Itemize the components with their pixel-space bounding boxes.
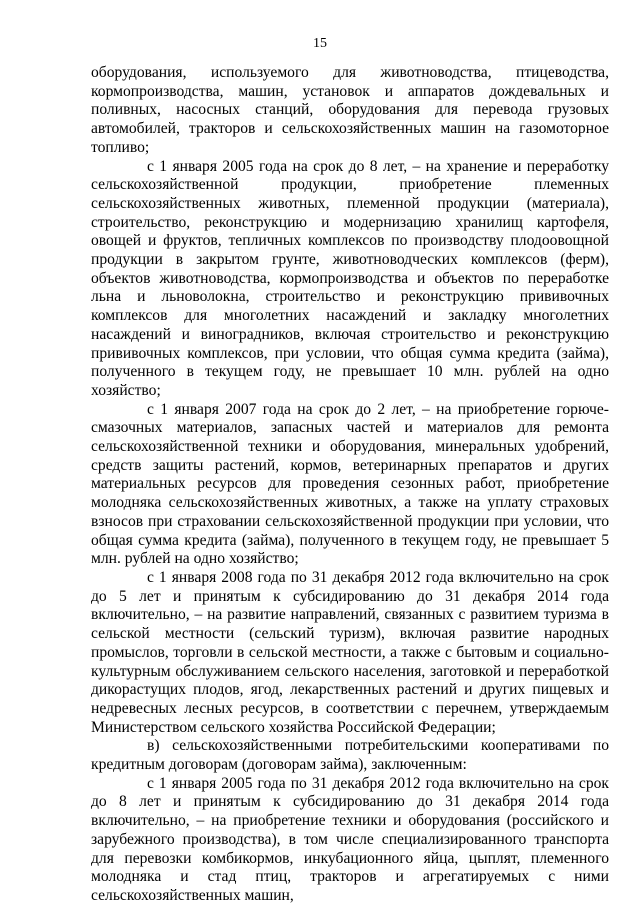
paragraph-equipment-continuation: оборудования, используемого для животноводства, птицеводства, кормопроизводства, машин, установок и аппаратов дождевальных и поливных, насосных станций, оборудования для перевода грузовых автомобилей, тракторов и сельскохозяйственных машин на газомоторное топливо; [91,64,609,156]
paragraph-cooperatives-heading: в) сельскохозяйственными потребительскими кооперативами по кредитным договорам (договорам займа), заключенным: [91,737,609,774]
document-body [91,64,609,906]
paragraph-2005-cooperatives-equipment: с 1 января 2005 года по 31 декабря 2012 года включительно на срок до 8 лет и принятым к субсидированию до 31 декабря 2014 года включительно, – на приобретение техники и оборудования (российского и зарубежного производства), в том числе специализированного транспорта для перевозки комбикормов, инкубационного яйца, цыплят, племенного молодняка и стад птиц, тракторов и агрегатируемых с ними сельскохозяйственных машин, [91,774,609,904]
paragraph-2005-storage-processing: с 1 января 2005 года на срок до 8 лет, – на хранение и переработку сельскохозяйственной продукции, приобретение племенных сельскохозяйственных животных, племенной продукции (материала), строительство, реконструкцию и модернизацию хранилищ картофеля, овощей и фруктов, тепличных комплексов по производству плодоовощной продукции в закрытом грунте, животноводческих комплексов (ферм), объектов животноводства, кормопроизводства и объектов по переработке льна и льноволокна, строительство и реконструкцию прививочных комплексов для многолетних насаждений и закладку многолетних насаждений и виноградников, включая строительство и реконструкцию прививочных комплексов, при условии, что общая сумма кредита (займа), полученного в текущем году, не превышает 10 млн. рублей на одно хозяйство; [91,157,609,399]
paragraph-2008-rural-tourism: с 1 января 2008 года по 31 декабря 2012 года включительно на срок до 5 лет и принятым к субсидированию до 31 декабря 2014 года включительно, – на развитие направлений, связанных с развитием туризма в сельской местности (сельский туризм), включая развитие народных промыслов, торговли в сельской местности, а также с бытовым и социально-культурным обслуживанием сельского населения, заготовкой и переработкой дикорастущих плодов, ягод, лекарственных растений и других пищевых и недревесных лесных ресурсов, в соответствии с перечнем, утверждаемым Министерством сельского хозяйства Российской Федерации; [91,568,609,736]
page-number: 15 [313,36,327,51]
paragraph-2007-fuel-materials: с 1 января 2007 года на срок до 2 лет, – на приобретение горюче-смазочных материалов, запасных частей и материалов для ремонта сельскохозяйственной техники и оборудования, минеральных удобрений, средств защиты растений, кормов, ветеринарных препаратов и других материальных ресурсов для проведения сезонных работ, приобретение молодняка сельскохозяйственных животных, а также на уплату страховых взносов при страховании сельскохозяйственной продукции при условии, что общая сумма кредита (займа), полученного в текущем году, не превышает 5 млн. рублей на одно хозяйство; [91,400,609,568]
